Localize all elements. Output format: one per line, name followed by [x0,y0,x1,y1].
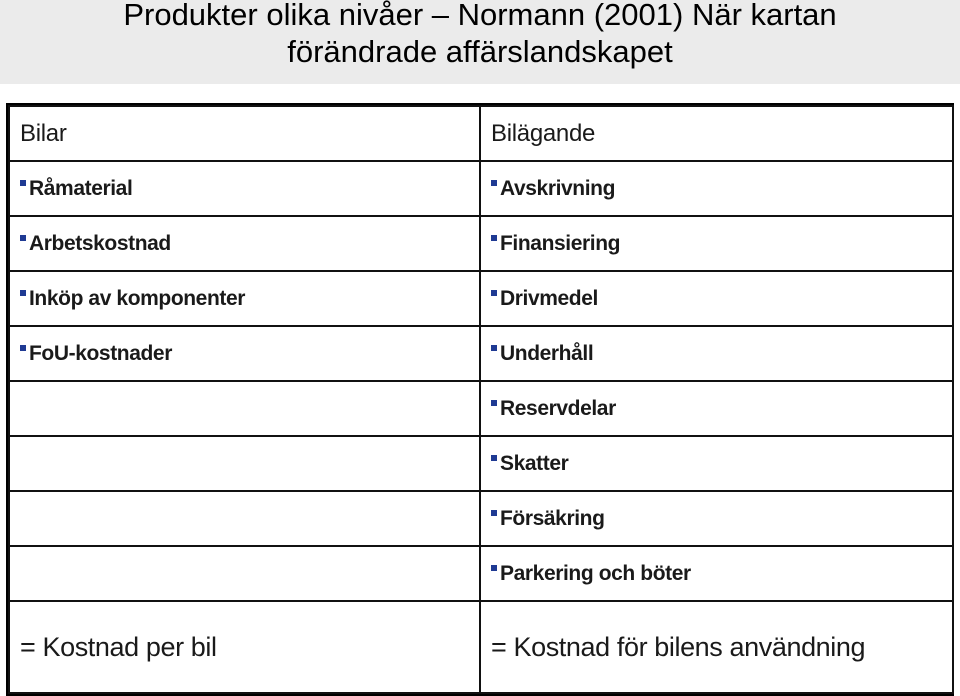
left-cost-item [9,326,480,381]
table-row [9,161,953,216]
empty-cell [9,491,480,546]
empty-cell [9,436,480,491]
right-cost-item-label: Skatter [500,451,569,475]
left-cost-item [9,161,480,216]
right-column-header: Bilägande [480,106,953,161]
left-cost-item-label: Inköp av komponenter [29,286,246,310]
right-cost-item-label: Försäkring [500,506,605,530]
table-row [9,491,953,546]
title-band [0,0,960,84]
right-cost-item-label: Reservdelar [500,396,616,420]
left-total: = Kostnad per bil [9,601,480,693]
bullet-icon [491,510,497,516]
right-cost-item-label: Finansiering [500,231,621,255]
empty-cell [9,546,480,601]
table-row [9,106,953,161]
right-cost-item [480,271,953,326]
right-cost-item-label: Avskrivning [500,176,616,200]
bullet-icon [491,345,497,351]
right-cost-item-label: Underhåll [500,341,594,365]
right-cost-item-label: Parkering och böter [500,561,691,585]
table-row [9,216,953,271]
cost-table-frame [6,103,954,696]
cost-comparison-table [8,105,954,694]
right-cost-item [480,381,953,436]
bullet-icon [20,290,26,296]
empty-cell [9,381,480,436]
right-cost-item [480,546,953,601]
right-cost-item [480,436,953,491]
bullet-icon [491,565,497,571]
left-cost-item [9,216,480,271]
right-cost-item [480,491,953,546]
left-column-header: Bilar [9,106,480,161]
table-row [9,601,953,693]
slide-title-line-2: förändrade affärslandskapet [287,34,673,69]
right-cost-item-label: Drivmedel [500,286,598,310]
right-total: = Kostnad för bilens användning [480,601,953,693]
table-row [9,326,953,381]
right-cost-item [480,161,953,216]
bullet-icon [491,235,497,241]
bullet-icon [491,455,497,461]
right-cost-item [480,216,953,271]
slide-title-line-1: Produkter olika nivåer – Normann (2001) När kartan [123,0,837,32]
left-cost-item-label: Arbetskostnad [29,231,171,255]
table-row [9,381,953,436]
left-cost-item-label: FoU-kostnader [29,341,172,365]
bullet-icon [491,180,497,186]
bullet-icon [491,400,497,406]
bullet-icon [20,345,26,351]
left-cost-item-label: Råmaterial [29,176,133,200]
left-cost-item [9,271,480,326]
bullet-icon [491,290,497,296]
table-row [9,546,953,601]
bullet-icon [20,180,26,186]
table-row [9,271,953,326]
bullet-icon [20,235,26,241]
table-row [9,436,953,491]
right-cost-item [480,326,953,381]
